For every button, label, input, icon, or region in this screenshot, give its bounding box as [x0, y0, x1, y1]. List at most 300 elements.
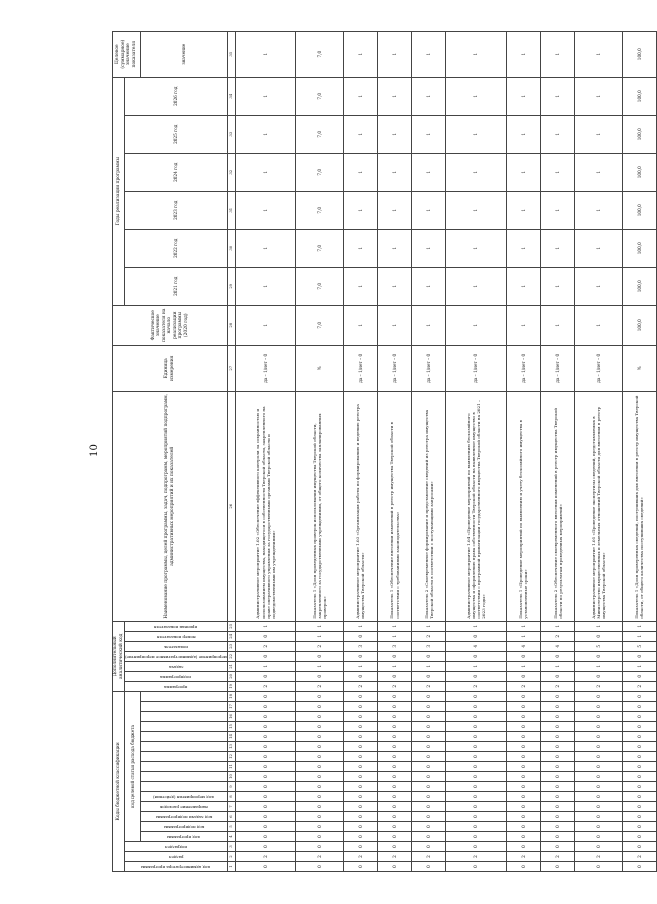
code-cell: 0 — [506, 862, 540, 872]
code-cell: 0 — [622, 752, 656, 762]
code-cell: 0 — [343, 772, 377, 782]
column-index: 3 — [227, 842, 235, 852]
unit-cell: да – 1/нет – 0 — [377, 345, 411, 391]
year-column-header: 2026 год — [125, 77, 228, 115]
year-value-cell: 1 — [235, 115, 296, 153]
year-value-cell: 1 — [412, 191, 446, 229]
unit-cell: да – 1/нет – 0 — [575, 345, 622, 391]
target-subcolumn-header: значение — [140, 31, 227, 77]
indicator-name-cell: Административное мероприятие 1.02 «Обеспечение эффективного контроля за сохранностью и использованием имущества, находящегося в собственности Тверской области, закрепленного на праве оперативного управления за государственными органами Тверской области и подведомственными им учреждениями» — [235, 391, 296, 621]
year-value-cell: 1 — [343, 191, 377, 229]
code-cell: 2 — [343, 852, 377, 862]
column-index: 27 — [227, 345, 235, 391]
code-column-header — [125, 862, 228, 872]
code-cell: 2 — [412, 852, 446, 862]
code-cell: 0 — [622, 691, 656, 701]
classifier-cell: 0 — [541, 671, 575, 681]
unit-cell: % — [622, 345, 656, 391]
classifier-cell: 1 — [235, 621, 296, 631]
code-cell: 0 — [541, 842, 575, 852]
indicator-name-cell: Административное мероприятие 1.04 «Проведение мероприятий по выявлению бесхозяйного имущества и оформлению права собственности Тверской области на выявленное имущество в соответствии с программой приватизации государственного имущества Тверской области на 2021 – 2023 годы» — [446, 391, 507, 621]
code-cell: 0 — [622, 822, 656, 832]
classifier-cell: 4 — [506, 641, 540, 651]
code-cell: 0 — [446, 691, 507, 701]
year-value-cell: 1 — [446, 191, 507, 229]
code-cell: 2 — [446, 852, 507, 862]
code-cell: 0 — [575, 732, 622, 742]
table-row — [622, 31, 656, 871]
code-cell: 0 — [377, 812, 411, 822]
classifier-cell: 0 — [343, 651, 377, 661]
unit-cell: % — [296, 345, 343, 391]
classifier-cell: 2 — [235, 641, 296, 651]
code-cell: 0 — [506, 822, 540, 832]
classifier-cell: 0 — [296, 671, 343, 681]
code-cell: 0 — [622, 812, 656, 822]
code-cell: 0 — [412, 742, 446, 752]
classifier-column-header — [125, 631, 228, 641]
classifier-cell: 2 — [296, 641, 343, 651]
year-value-cell: 1 — [343, 229, 377, 267]
code-cell: 0 — [235, 812, 296, 822]
code-cell: 0 — [541, 802, 575, 812]
classifier-cell: 3 — [343, 641, 377, 651]
code-cell: 0 — [235, 752, 296, 762]
year-value-cell: 1 — [343, 267, 377, 305]
target-value-cell: 7,0 — [296, 31, 343, 77]
classifier-cell: 0 — [235, 631, 296, 641]
indicator-name-cell: Показатель 2 «Обеспечение своевременного внесения изменений в реестр имущества Тверской области по результатам проведенных мероприятий» — [541, 391, 575, 621]
indicator-name-cell: Показатель 1 «Доля проверенных сведений, поступивших для внесения в реестр имущества Тверской области, от общего количества поступивших сведений» — [622, 391, 656, 621]
year-value-cell: 1 — [412, 267, 446, 305]
column-index: 17 — [227, 702, 235, 712]
code-cell: 0 — [446, 842, 507, 852]
code-cell: 0 — [446, 812, 507, 822]
code-cell: 0 — [446, 832, 507, 842]
code-cell: 0 — [506, 832, 540, 842]
code-cell: 0 — [235, 762, 296, 772]
classifier-cell: 0 — [622, 651, 656, 661]
unit-cell: да – 1/нет – 0 — [506, 345, 540, 391]
code-cell: 0 — [446, 732, 507, 742]
year-value-cell: 100,0 — [622, 267, 656, 305]
year-value-cell: 1 — [343, 77, 377, 115]
code-cell: 0 — [575, 691, 622, 701]
code-cell: 0 — [343, 832, 377, 842]
code-subcolumn-blank — [140, 712, 227, 722]
classifier-column-header-label: мероприятие (административное мероприятие) — [125, 654, 227, 660]
classifier-cell: 2 — [412, 681, 446, 691]
code-cell: 0 — [343, 782, 377, 792]
classifier-cell: 1 — [541, 621, 575, 631]
code-column-header — [125, 842, 228, 852]
code-cell: 0 — [575, 742, 622, 752]
code-cell: 0 — [412, 812, 446, 822]
classifier-column-header-label: признак показателя — [154, 624, 198, 630]
classifier-cell: 2 — [575, 681, 622, 691]
code-cell: 0 — [506, 772, 540, 782]
code-subcolumn-header-label: направление расходов — [159, 805, 208, 810]
year-value-cell: 100,0 — [622, 77, 656, 115]
code-cell: 0 — [506, 691, 540, 701]
code-cell: 0 — [622, 842, 656, 852]
code-subcolumn-blank — [140, 752, 227, 762]
classifier-cell: 5 — [622, 641, 656, 651]
name-column-header: Наименование программы, целей программы, задач, подпрограмм, мероприятий подпрограмм, административных мероприятий и их показателей — [113, 391, 228, 621]
year-value-cell: 100,0 — [622, 229, 656, 267]
code-cell: 0 — [343, 802, 377, 812]
classifier-column-header — [125, 681, 228, 691]
classifier-cell: 2 — [506, 681, 540, 691]
code-cell: 0 — [575, 842, 622, 852]
code-cell: 0 — [541, 792, 575, 802]
year-value-cell: 1 — [235, 267, 296, 305]
year-value-cell: 1 — [377, 77, 411, 115]
unit-column-header: Единица измерения — [113, 345, 228, 391]
code-cell: 0 — [235, 822, 296, 832]
code-cell: 2 — [541, 852, 575, 862]
code-subcolumn-header — [140, 832, 227, 842]
code-subcolumn-blank — [140, 762, 227, 772]
classifier-column-header-label: задача — [168, 664, 184, 670]
code-cell: 0 — [506, 722, 540, 732]
year-value-cell: 1 — [506, 115, 540, 153]
code-cell: 0 — [377, 702, 411, 712]
code-cell: 0 — [622, 742, 656, 752]
column-index: 34 — [227, 77, 235, 115]
year-value-cell: 1 — [506, 229, 540, 267]
code-cell: 0 — [412, 782, 446, 792]
year-value-cell: 1 — [541, 153, 575, 191]
code-cell: 0 — [377, 802, 411, 812]
code-cell: 0 — [575, 752, 622, 762]
code-cell: 0 — [412, 702, 446, 712]
code-cell: 0 — [541, 772, 575, 782]
code-cell: 0 — [541, 702, 575, 712]
column-index: 28 — [227, 305, 235, 345]
classifier-cell: 2 — [235, 681, 296, 691]
code-cell: 0 — [446, 722, 507, 732]
column-index: 13 — [227, 742, 235, 752]
code-cell: 0 — [506, 702, 540, 712]
target-value-cell: 1 — [235, 31, 296, 77]
classifier-cell: 1 — [506, 631, 540, 641]
classifier-cell: 0 — [412, 671, 446, 681]
column-index: 4 — [227, 832, 235, 842]
code-column-header-label: код администратора программы — [141, 865, 211, 870]
code-cell: 0 — [622, 802, 656, 812]
year-value-cell: 7,0 — [296, 191, 343, 229]
classifier-cell: 1 — [412, 661, 446, 671]
code-cell: 0 — [575, 762, 622, 772]
code-cell: 0 — [412, 802, 446, 812]
unit-cell: да – 1/нет – 0 — [343, 345, 377, 391]
code-cell: 0 — [541, 691, 575, 701]
year-value-cell: 1 — [506, 77, 540, 115]
table-header — [113, 31, 236, 871]
year-value-cell: 1 — [506, 267, 540, 305]
code-cell: 2 — [296, 852, 343, 862]
indicator-name-cell: Показатель 2 «Своевременное формирование и представление сведений из реестра имущества Тверской области в соответствии с поступающими запросами» — [412, 391, 446, 621]
base-year-value-cell: 7,0 — [296, 305, 343, 345]
code-cell: 0 — [506, 752, 540, 762]
code-cell: 0 — [622, 792, 656, 802]
code-cell: 0 — [412, 842, 446, 852]
indicator-name-cell: Административное мероприятие 1.05 «Проведение экспертизы сведений, представляемых в Министерство имущественных и земельных отношений Тверской области для внесения в реестр имущества Тверской области» — [575, 391, 622, 621]
code-cell: 0 — [377, 822, 411, 832]
code-cell: 0 — [412, 862, 446, 872]
code-cell: 0 — [575, 862, 622, 872]
year-value-cell: 100,0 — [622, 153, 656, 191]
classifier-cell: 0 — [446, 631, 507, 641]
code-subcolumn-header-label: код мероприятия (действия) — [153, 795, 215, 800]
code-cell: 0 — [506, 792, 540, 802]
code-cell: 0 — [296, 732, 343, 742]
code-cell: 0 — [343, 742, 377, 752]
classifier-cell: 1 — [412, 621, 446, 631]
code-cell: 0 — [235, 782, 296, 792]
year-value-cell: 1 — [377, 229, 411, 267]
program-indicators-sheet — [112, 32, 645, 872]
classifier-cell: 4 — [446, 641, 507, 651]
classifier-cell: 2 — [622, 681, 656, 691]
year-value-cell: 1 — [412, 115, 446, 153]
code-subcolumn-blank — [140, 722, 227, 732]
classifier-cell: 2 — [541, 681, 575, 691]
classifier-cell: 0 — [575, 631, 622, 641]
classifier-cell: 1 — [575, 661, 622, 671]
classifier-cell: 1 — [296, 631, 343, 641]
classifier-cell: 1 — [622, 621, 656, 631]
code-cell: 0 — [296, 772, 343, 782]
code-cell: 0 — [235, 691, 296, 701]
code-cell: 0 — [412, 772, 446, 782]
column-index: 23 — [227, 641, 235, 651]
classifier-cell: 0 — [575, 671, 622, 681]
classifier-cell: 1 — [446, 661, 507, 671]
column-index: 7 — [227, 802, 235, 812]
code-cell: 0 — [446, 712, 507, 722]
classifier-cell: 1 — [235, 661, 296, 671]
code-cell: 0 — [235, 842, 296, 852]
year-value-cell: 1 — [412, 153, 446, 191]
code-subcolumn-header-label: код подпрограммы — [163, 825, 204, 830]
code-subcolumn-header-label: код программы — [167, 835, 201, 840]
code-cell: 0 — [377, 691, 411, 701]
classifier-cell: 3 — [377, 641, 411, 651]
unit-cell: да – 1/нет – 0 — [235, 345, 296, 391]
code-column-header-label: подраздел — [164, 845, 187, 850]
year-value-cell: 1 — [506, 191, 540, 229]
table-row — [506, 31, 540, 871]
target-value-cell: 1 — [377, 31, 411, 77]
target-value-cell: 1 — [541, 31, 575, 77]
classifier-cell: 0 — [412, 651, 446, 661]
analytic-code-header: Дополнительный аналитический код — [113, 621, 125, 691]
classifier-cell: 1 — [446, 621, 507, 631]
year-value-cell: 1 — [541, 191, 575, 229]
classifier-column-header — [125, 641, 228, 651]
column-index: 20 — [227, 671, 235, 681]
table-row — [343, 31, 377, 871]
year-value-cell: 1 — [446, 115, 507, 153]
year-value-cell: 1 — [446, 77, 507, 115]
code-cell: 0 — [377, 772, 411, 782]
classifier-column-header-label: программа — [164, 684, 188, 690]
base-year-value-cell: 1 — [506, 305, 540, 345]
code-cell: 0 — [296, 691, 343, 701]
year-value-cell: 1 — [446, 153, 507, 191]
code-cell: 0 — [296, 802, 343, 812]
budget-codes-header: Коды бюджетной классификации — [113, 691, 125, 871]
table-row — [235, 31, 296, 871]
year-value-cell: 1 — [575, 77, 622, 115]
code-cell: 0 — [235, 772, 296, 782]
code-cell: 0 — [446, 702, 507, 712]
column-index: 11 — [227, 762, 235, 772]
column-index-row — [227, 31, 235, 871]
code-cell: 2 — [506, 852, 540, 862]
base-year-value-cell: 1 — [343, 305, 377, 345]
code-cell: 0 — [541, 722, 575, 732]
header-row-1 — [113, 31, 125, 871]
code-cell: 0 — [541, 732, 575, 742]
code-cell: 0 — [343, 812, 377, 822]
code-cell: 0 — [296, 842, 343, 852]
column-index: 10 — [227, 772, 235, 782]
code-cell: 0 — [446, 742, 507, 752]
base-year-value-cell: 100,0 — [622, 305, 656, 345]
base-year-value-cell: 1 — [377, 305, 411, 345]
classifier-cell: 4 — [541, 641, 575, 651]
column-index: 14 — [227, 732, 235, 742]
indicator-name-cell: Показатель 1 «Обеспечение внесения изменений в реестр имущества Тверской области в соответствии с требованиями законодательства» — [377, 391, 411, 621]
code-subcolumn-blank — [140, 732, 227, 742]
base-year-value-cell: 1 — [446, 305, 507, 345]
code-cell: 0 — [506, 742, 540, 752]
base-year-value-cell: 1 — [412, 305, 446, 345]
year-value-cell: 1 — [575, 153, 622, 191]
code-cell: 0 — [296, 702, 343, 712]
classifier-cell: 0 — [343, 631, 377, 641]
code-cell: 0 — [446, 792, 507, 802]
code-cell: 0 — [343, 732, 377, 742]
year-value-cell: 1 — [343, 115, 377, 153]
year-value-cell: 1 — [541, 115, 575, 153]
code-cell: 0 — [377, 842, 411, 852]
year-value-cell: 1 — [235, 229, 296, 267]
classifier-column-header — [125, 661, 228, 671]
code-cell: 0 — [446, 752, 507, 762]
year-value-cell: 1 — [575, 229, 622, 267]
classifier-cell: 1 — [296, 661, 343, 671]
classifier-cell: 0 — [235, 671, 296, 681]
year-value-cell: 1 — [412, 229, 446, 267]
code-cell: 0 — [343, 792, 377, 802]
year-value-cell: 7,0 — [296, 77, 343, 115]
classifier-column-header-label: номер показателя — [156, 634, 196, 640]
classifier-cell: 1 — [343, 661, 377, 671]
target-value-cell: 1 — [412, 31, 446, 77]
classifier-column-header-label: показатель — [163, 644, 188, 650]
target-value-cell: 1 — [506, 31, 540, 77]
year-value-cell: 1 — [575, 267, 622, 305]
code-cell: 0 — [343, 712, 377, 722]
target-value-cell: 1 — [446, 31, 507, 77]
year-value-cell: 1 — [412, 77, 446, 115]
classifier-cell: 1 — [377, 621, 411, 631]
classifier-cell: 1 — [622, 661, 656, 671]
code-cell: 0 — [506, 842, 540, 852]
table-row — [446, 31, 507, 871]
year-column-header: 2022 год — [125, 229, 228, 267]
classifier-cell: 0 — [235, 651, 296, 661]
code-cell: 0 — [412, 722, 446, 732]
code-cell: 0 — [235, 732, 296, 742]
table-body — [235, 31, 656, 871]
code-cell: 0 — [575, 802, 622, 812]
code-cell: 0 — [296, 782, 343, 792]
year-value-cell: 1 — [575, 115, 622, 153]
code-cell: 0 — [506, 812, 540, 822]
code-cell: 0 — [575, 792, 622, 802]
classifier-cell: 2 — [541, 631, 575, 641]
code-cell: 0 — [296, 752, 343, 762]
code-subcolumn-header — [140, 792, 227, 802]
code-cell: 0 — [377, 762, 411, 772]
code-cell: 0 — [506, 762, 540, 772]
year-column-header: 2023 год — [125, 191, 228, 229]
indicator-name-cell: Показатель 1 «Доля проведенных проверок использования имущества Тверской области, закрепленного за государственными учреждениями, от общего количества запланированных проверок» — [296, 391, 343, 621]
code-cell: 0 — [235, 792, 296, 802]
code-cell: 0 — [296, 722, 343, 732]
classifier-column-header-label: подпрограмма — [160, 674, 192, 680]
classifier-cell: 1 — [622, 631, 656, 641]
code-cell: 0 — [622, 732, 656, 742]
classifier-cell: 1 — [541, 661, 575, 671]
code-cell: 0 — [296, 712, 343, 722]
year-value-cell: 7,0 — [296, 153, 343, 191]
table-row — [541, 31, 575, 871]
column-index: 22 — [227, 651, 235, 661]
code-group-header: код целевой статьи расхода бюджета — [125, 691, 141, 841]
code-cell: 0 — [446, 772, 507, 782]
classifier-cell: 1 — [377, 661, 411, 671]
indicator-name-cell: Показатель 1 «Проведение мероприятий по выявлению и учету бесхозяйного имущества в установленные сроки» — [506, 391, 540, 621]
year-column-header: 2021 год — [125, 267, 228, 305]
code-column-header — [125, 852, 228, 862]
classifier-cell: 0 — [446, 651, 507, 661]
code-cell: 0 — [377, 832, 411, 842]
column-index: 8 — [227, 792, 235, 802]
classifier-column-header — [125, 621, 228, 631]
year-value-cell: 1 — [377, 115, 411, 153]
code-cell: 0 — [377, 862, 411, 872]
code-cell: 0 — [343, 752, 377, 762]
code-cell: 0 — [506, 782, 540, 792]
code-cell: 0 — [343, 762, 377, 772]
column-index: 29 — [227, 267, 235, 305]
column-index: 25 — [227, 621, 235, 631]
table-row — [377, 31, 411, 871]
code-cell: 0 — [541, 862, 575, 872]
code-cell: 0 — [377, 722, 411, 732]
column-index: 19 — [227, 681, 235, 691]
code-cell: 0 — [575, 822, 622, 832]
year-value-cell: 1 — [377, 153, 411, 191]
classifier-cell: 0 — [296, 651, 343, 661]
code-cell: 0 — [235, 742, 296, 752]
